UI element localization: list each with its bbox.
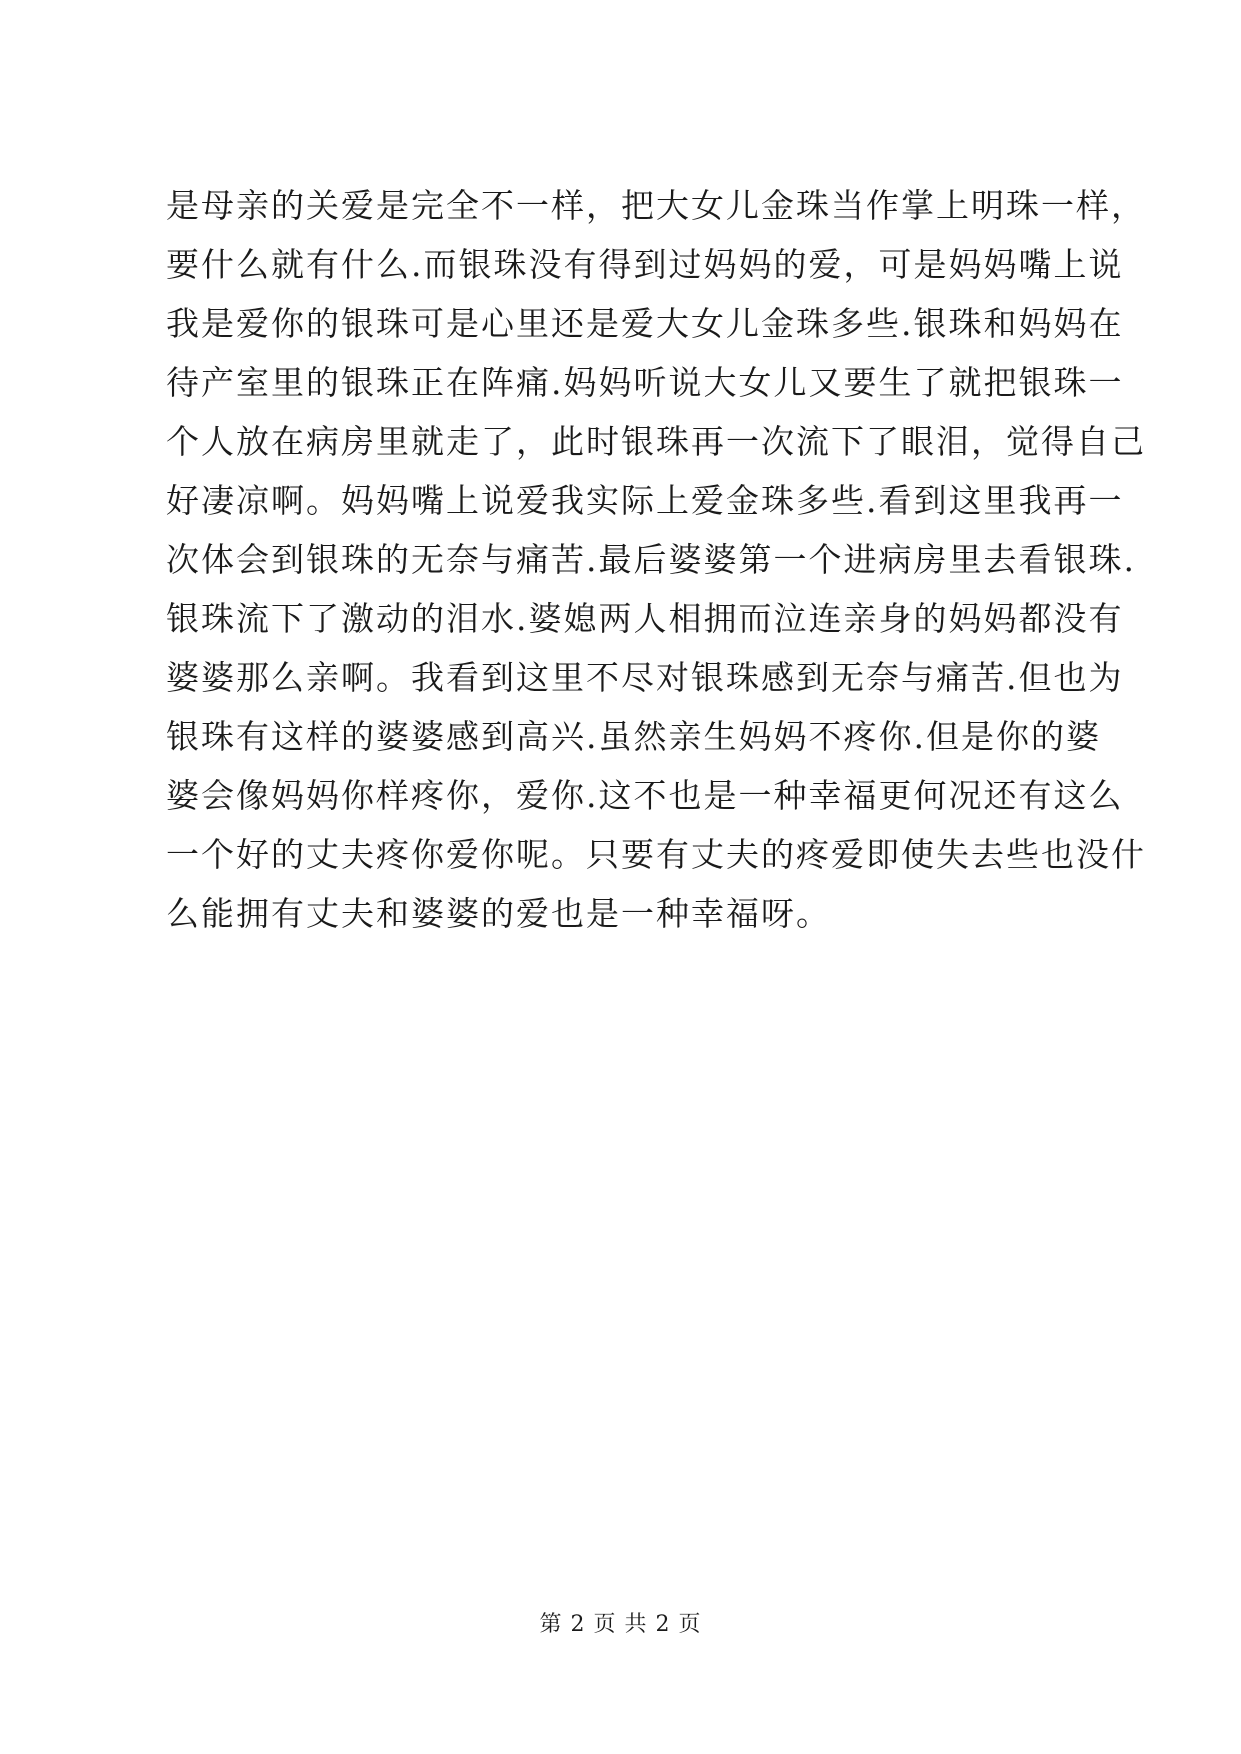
- text-line: 银珠有这样的婆婆感到高兴.虽然亲生妈妈不疼你.但是你的婆: [166, 717, 1101, 756]
- text-line: 待产室里的银珠正在阵痛.妈妈听说大女儿又要生了就把银珠一: [166, 363, 1124, 402]
- text-line: 一个好的丈夫疼你爱你呢。只要有丈夫的疼爱即使失去些也没什: [166, 835, 1146, 874]
- page-number-footer: 第 2 页 共 2 页: [539, 1612, 702, 1637]
- text-line: 好凄凉啊。妈妈嘴上说爱我实际上爱金珠多些.看到这里我再一: [166, 481, 1124, 520]
- text-line: 银珠流下了激动的泪水.婆媳两人相拥而泣连亲身的妈妈都没有: [166, 599, 1124, 638]
- text-line: 婆婆那么亲啊。我看到这里不尽对银珠感到无奈与痛苦.但也为: [166, 658, 1124, 697]
- body-paragraph: [166, 176, 1146, 943]
- text-line: 我是爱你的银珠可是心里还是爱大女儿金珠多些.银珠和妈妈在: [166, 304, 1124, 343]
- text-line: 次体会到银珠的无奈与痛苦.最后婆婆第一个进病房里去看银珠.: [166, 540, 1136, 579]
- text-line: 婆会像妈妈你样疼你，爱你.这不也是一种幸福更何况还有这么: [166, 776, 1124, 815]
- text-line: 要什么就有什么.而银珠没有得到过妈妈的爱，可是妈妈嘴上说: [166, 245, 1124, 284]
- text-line: 是母亲的关爱是完全不一样，把大女儿金珠当作掌上明珠一样，: [166, 186, 1146, 225]
- text-line: 么能拥有丈夫和婆婆的爱也是一种幸福呀。: [166, 894, 831, 933]
- text-line: 个人放在病房里就走了，此时银珠再一次流下了眼泪，觉得自己: [166, 422, 1146, 461]
